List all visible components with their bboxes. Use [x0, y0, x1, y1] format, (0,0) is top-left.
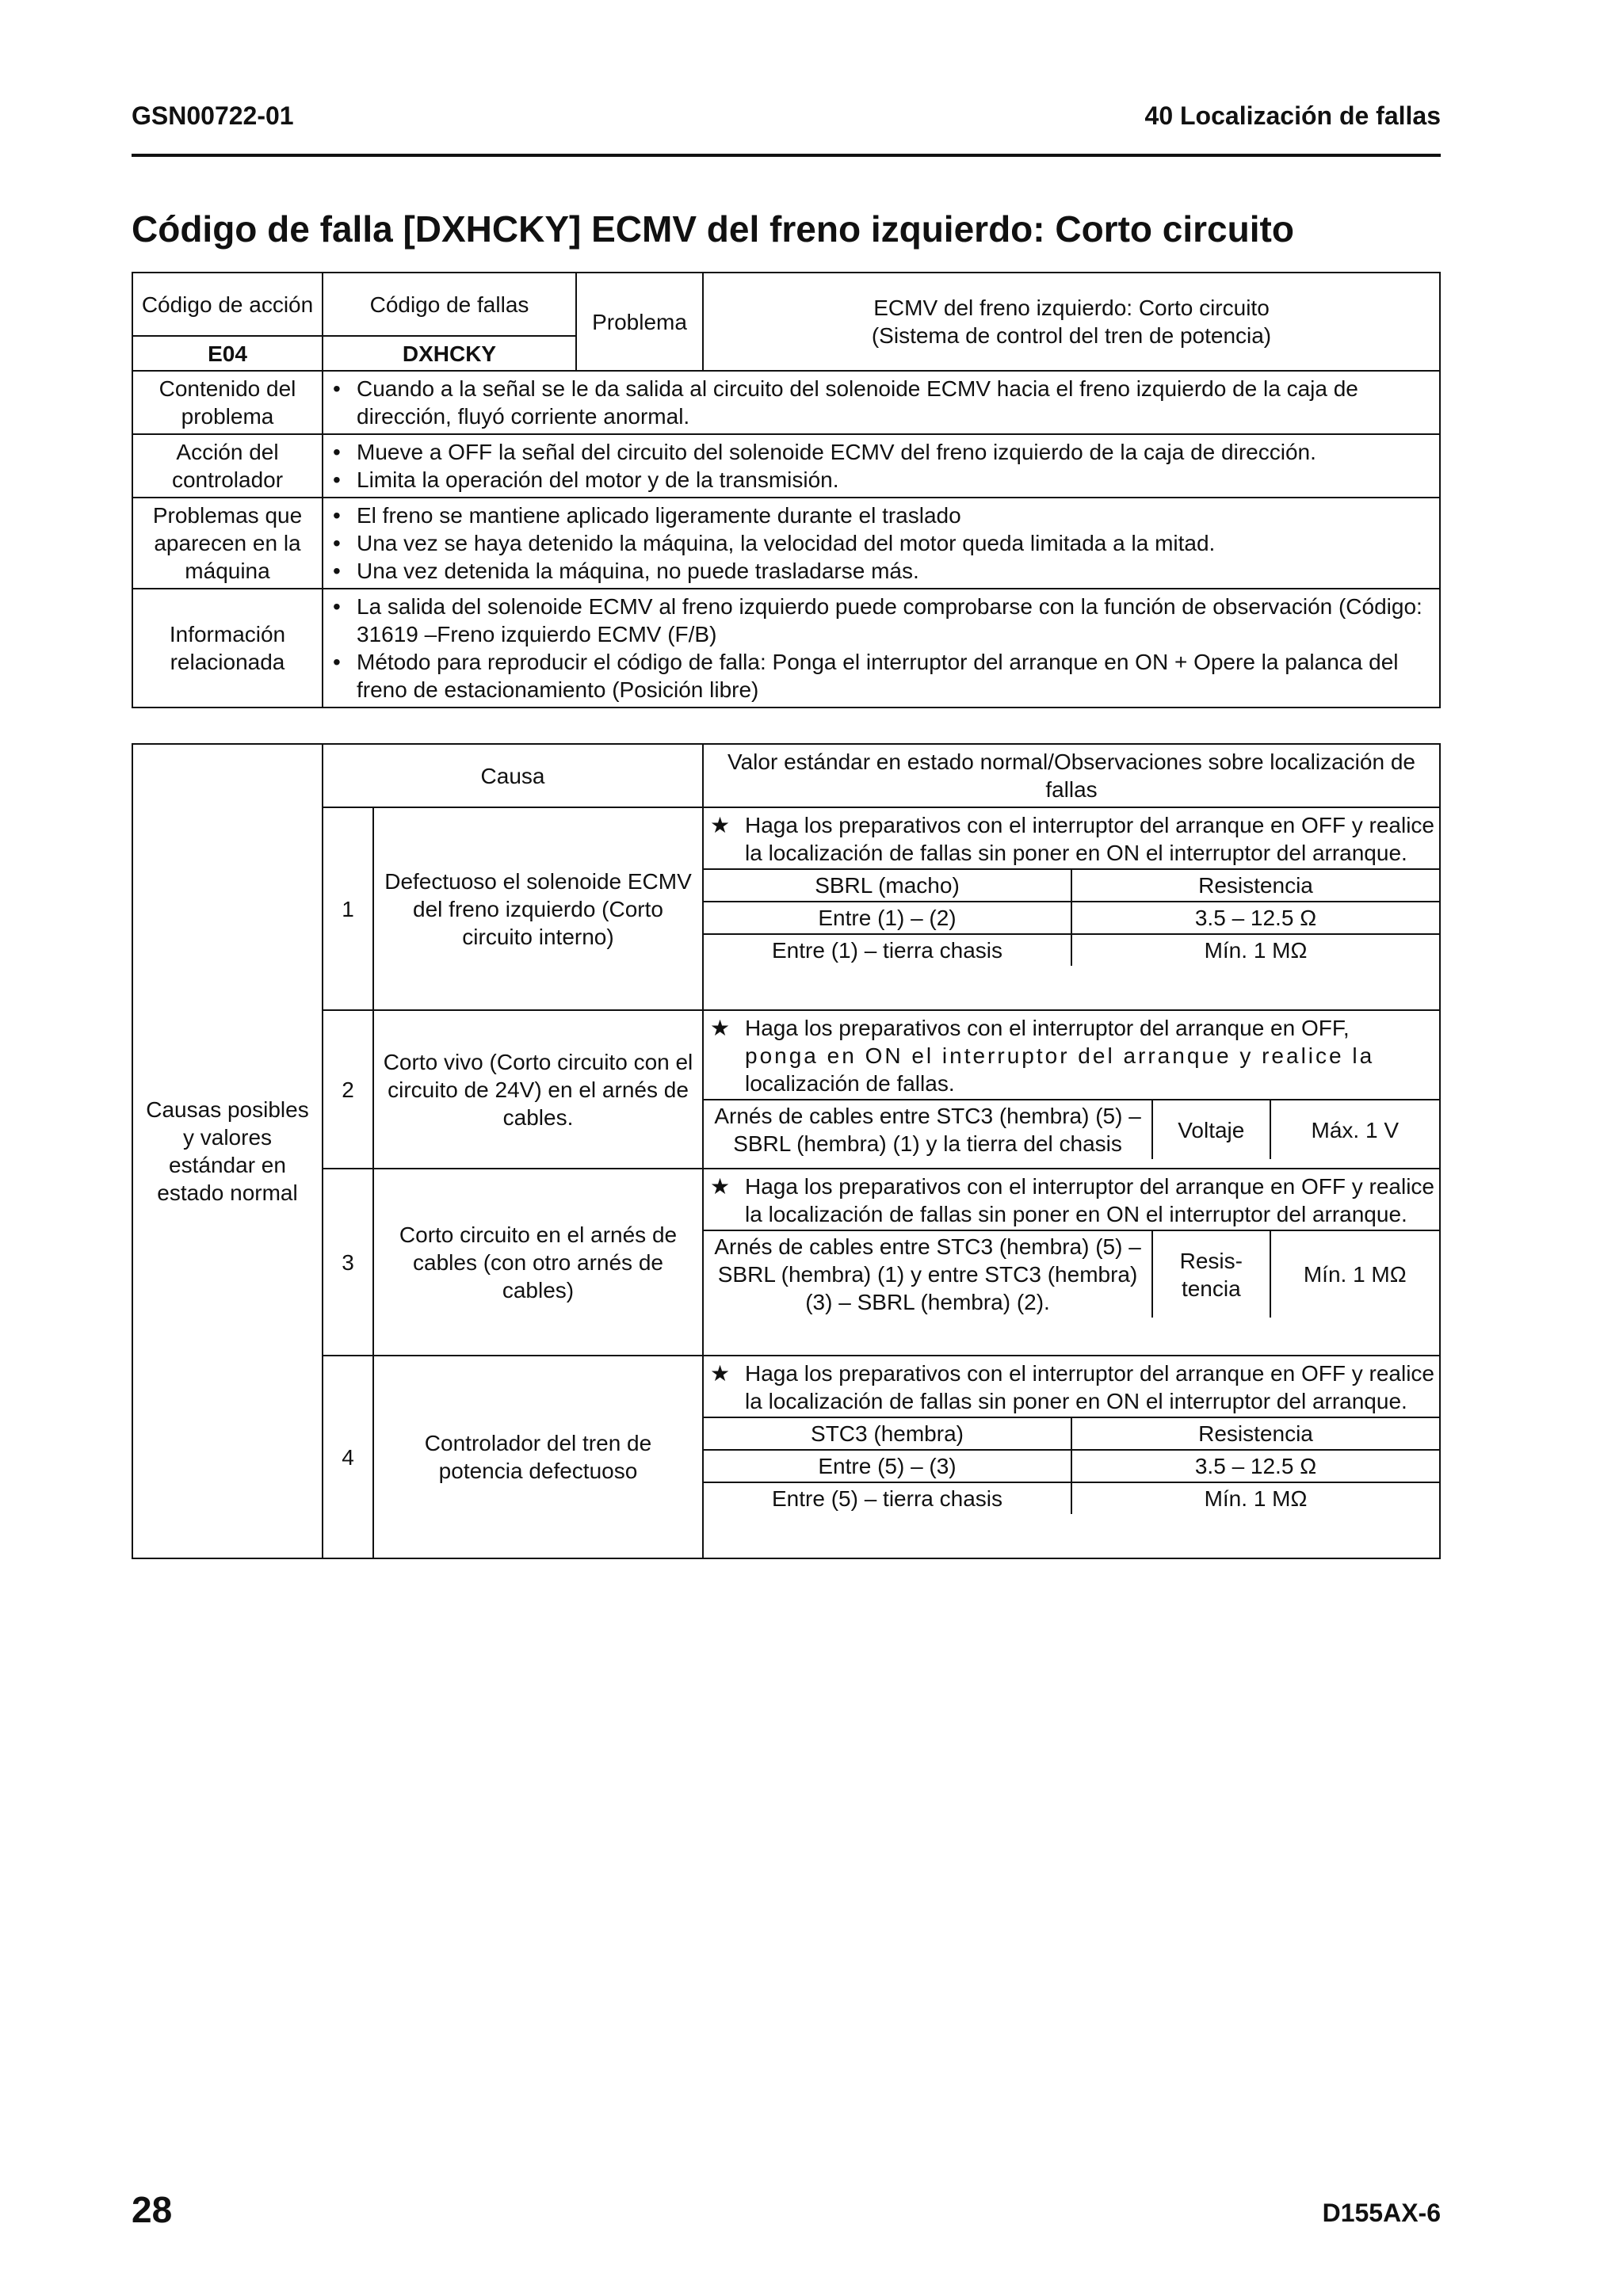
- problem-description: [703, 273, 1440, 371]
- star-icon: ★: [710, 1361, 731, 1386]
- cause-check: [703, 807, 1440, 1010]
- action-code: E04: [132, 336, 323, 371]
- list-item: • Método para reproducir el código de falla: Ponga el interruptor del arranque en ON + Opere la palanca del freno de estacionamiento (Posición libre): [330, 648, 1433, 704]
- measurement-table: [704, 1099, 1439, 1159]
- action-code-label: Código de acción: [132, 273, 323, 336]
- cause-text: Corto vivo (Corto circuito con el circuito de 24V) en el arnés de cables.: [373, 1010, 703, 1169]
- table-cell: Entre (1) – (2): [704, 902, 1071, 934]
- row-label-controller-action: Acción del controlador: [132, 434, 323, 498]
- cause-check: [703, 1169, 1440, 1356]
- fault-info-table: [132, 272, 1441, 708]
- doc-code: GSN00722-01: [132, 101, 294, 130]
- list-item: • Mueve a OFF la señal del circuito del solenoide ECMV del freno izquierdo de la caja de dirección.: [330, 438, 1433, 466]
- causes-side-label: Causas posibles y valores estándar en estado normal: [132, 744, 323, 1558]
- measurement-table: [704, 1417, 1439, 1514]
- page-title: Código de falla [DXHCKY] ECMV del freno izquierdo: Corto circuito: [132, 208, 1294, 250]
- note: ★ Haga los preparativos con el interruptor del arranque en OFF, ponga en ON el interruptor del arranque y realice la localización de fallas.: [710, 1016, 1375, 1096]
- row-value-problem-content: [323, 371, 1440, 434]
- table-cell: 3.5 – 12.5 Ω: [1071, 902, 1439, 934]
- table-cell: Arnés de cables entre STC3 (hembra) (5) – SBRL (hembra) (1) y entre STC3 (hembra) (3) – SBRL (hembra) (2).: [704, 1230, 1152, 1318]
- table-cell: Mín. 1 MΩ: [1270, 1230, 1439, 1318]
- list-item: • Limita la operación del motor y de la transmisión.: [330, 466, 1433, 494]
- table-cell: Entre (5) – (3): [704, 1450, 1071, 1482]
- table-cell: Entre (1) – tierra chasis: [704, 934, 1071, 966]
- table-cell: Resistencia: [1071, 869, 1439, 902]
- cause-text: Controlador del tren de potencia defectuoso: [373, 1356, 703, 1558]
- row-value-related-info: [323, 589, 1440, 707]
- measurement-table: [704, 1230, 1439, 1318]
- row-value-controller-action: [323, 434, 1440, 498]
- note: ★ Haga los preparativos con el interruptor del arranque en OFF y realice la localización de fallas sin poner en ON el interruptor del arranque.: [710, 813, 1434, 865]
- list-item: • El freno se mantiene aplicado ligeramente durante el traslado: [330, 502, 1433, 529]
- table-cell: Resis-tencia: [1152, 1230, 1270, 1318]
- list-item: • Una vez se haya detenido la máquina, la velocidad del motor queda limitada a la mitad.: [330, 529, 1433, 557]
- problem-line-1: ECMV del freno izquierdo: Corto circuito: [873, 296, 1270, 320]
- cause-check: [703, 1356, 1440, 1558]
- cause-text: Defectuoso el solenoide ECMV del freno izquierdo (Corto circuito interno): [373, 807, 703, 1010]
- table-cell: Mín. 1 MΩ: [1071, 1482, 1439, 1514]
- list-item: • Una vez detenida la máquina, no puede trasladarse más.: [330, 557, 1433, 585]
- row-label-problem-content: Contenido del problema: [132, 371, 323, 434]
- cause-header: Causa: [323, 744, 703, 807]
- table-cell: Mín. 1 MΩ: [1071, 934, 1439, 966]
- star-icon: ★: [710, 1174, 731, 1199]
- section-title: 40 Localización de fallas: [1144, 101, 1441, 130]
- table-cell: SBRL (macho): [704, 869, 1071, 902]
- cause-number: 1: [323, 807, 373, 1010]
- table-cell: Entre (5) – tierra chasis: [704, 1482, 1071, 1514]
- list-item: • La salida del solenoide ECMV al freno izquierdo puede comprobarse con la función de observación (Código: 31619 –Freno izquierdo ECMV (F/B): [330, 593, 1433, 648]
- cause-number: 3: [323, 1169, 373, 1356]
- star-icon: ★: [710, 813, 731, 837]
- fault-code-label: Código de fallas: [323, 273, 576, 336]
- page-number: 28: [132, 2189, 173, 2230]
- page-header: [132, 98, 1441, 157]
- list-item: • Cuando a la señal se le da salida al circuito del solenoide ECMV hacia el freno izquierdo de la caja de dirección, fluyó corriente anormal.: [330, 375, 1433, 430]
- standard-value-header: Valor estándar en estado normal/Observaciones sobre localización de fallas: [703, 744, 1440, 807]
- cause-check: [703, 1010, 1440, 1169]
- table-cell: STC3 (hembra): [704, 1417, 1071, 1450]
- model-name: D155AX-6: [1322, 2199, 1441, 2227]
- problem-label: Problema: [576, 273, 703, 371]
- row-label-related-info: Información relacionada: [132, 589, 323, 707]
- table-cell: Máx. 1 V: [1270, 1100, 1439, 1159]
- row-label-machine-problems: Problemas que aparecen en la máquina: [132, 498, 323, 589]
- problem-line-2: (Sistema de control del tren de potencia): [871, 323, 1272, 348]
- note: ★ Haga los preparativos con el interruptor del arranque en OFF y realice la localización de fallas sin poner en ON el interruptor del arranque.: [710, 1174, 1434, 1226]
- star-icon: ★: [710, 1016, 731, 1040]
- note: ★ Haga los preparativos con el interruptor del arranque en OFF y realice la localización de fallas sin poner en ON el interruptor del arranque.: [710, 1361, 1434, 1413]
- cause-number: 4: [323, 1356, 373, 1558]
- causes-table: [132, 743, 1441, 1559]
- table-cell: 3.5 – 12.5 Ω: [1071, 1450, 1439, 1482]
- table-cell: Voltaje: [1152, 1100, 1270, 1159]
- cause-number: 2: [323, 1010, 373, 1169]
- table-cell: Arnés de cables entre STC3 (hembra) (5) – SBRL (hembra) (1) y la tierra del chasis: [704, 1100, 1152, 1159]
- fault-code: DXHCKY: [323, 336, 576, 371]
- measurement-table: [704, 868, 1439, 966]
- cause-text: Corto circuito en el arnés de cables (con otro arnés de cables): [373, 1169, 703, 1356]
- row-value-machine-problems: [323, 498, 1440, 589]
- table-cell: Resistencia: [1071, 1417, 1439, 1450]
